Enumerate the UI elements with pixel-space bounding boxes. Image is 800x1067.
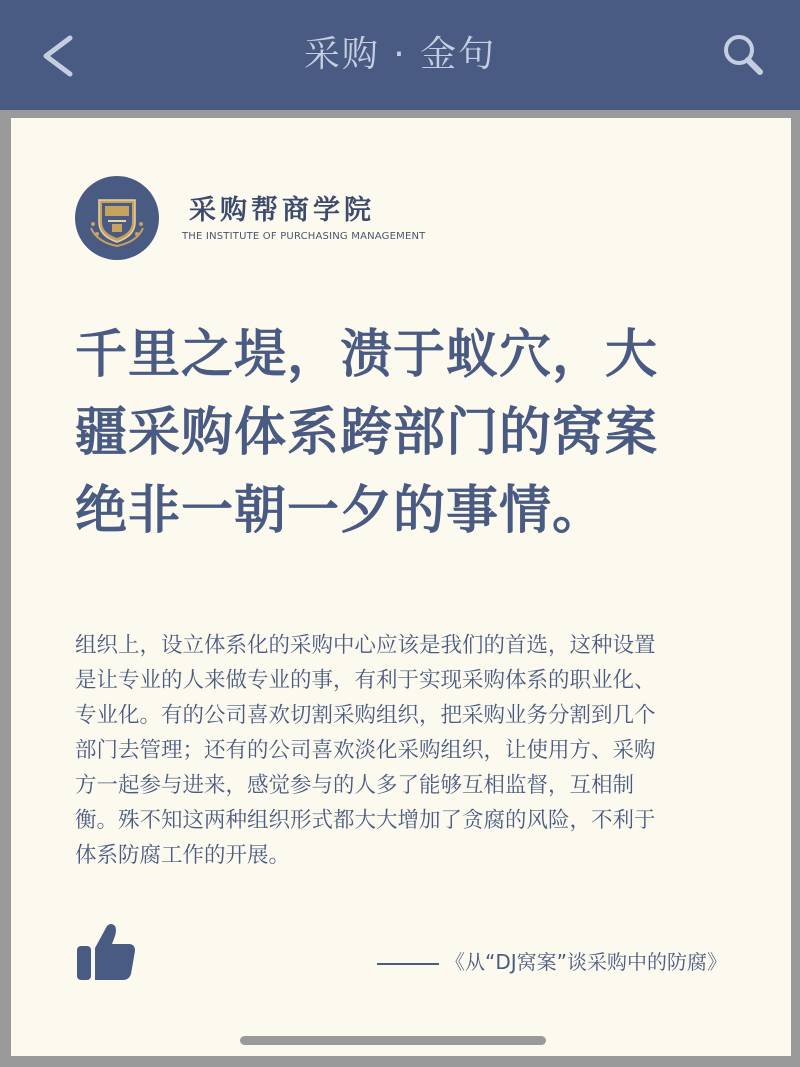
quote-card (11, 118, 791, 1056)
institute-emblem-logo (75, 176, 159, 260)
source-dash (377, 963, 439, 965)
brand-name: 采购帮商学院 (189, 195, 375, 226)
headline-line: 千里之堤，溃于蚁穴，大 (75, 325, 659, 385)
page-title: 采购 · 金句 (303, 34, 497, 75)
body-line: 衡。殊不知这两种组织形式都大大增加了贪腐的风险，不利于 (75, 808, 656, 833)
top-navbar (0, 0, 800, 110)
body-line: 体系防腐工作的开展。 (75, 843, 291, 868)
quote-source (377, 946, 727, 975)
body-line: 部门去管理；还有的公司喜欢淡化采购组织，让使用方、采购 (75, 738, 656, 763)
source-text: 《从“DJ窝案”谈采购中的防腐》 (444, 950, 727, 974)
headline-line: 疆采购体系跨部门的窝案 (75, 403, 659, 463)
quote-body (75, 628, 745, 873)
headline-line: 绝非一朝一夕的事情。 (75, 481, 606, 541)
search-icon (716, 28, 776, 88)
thumbs-up-icon (75, 922, 137, 982)
body-line: 方一起参与进来，感觉参与的人多了能够互相监督，互相制 (75, 773, 635, 798)
brand-subtitle: THE INSTITUTE OF PURCHASING MANAGEMENT (182, 231, 426, 242)
body-line: 组织上，设立体系化的采购中心应该是我们的首选，这种设置 (75, 633, 656, 658)
home-indicator[interactable] (240, 1036, 546, 1045)
quote-headline (75, 316, 743, 550)
like-button[interactable] (75, 922, 137, 982)
body-line: 专业化。有的公司喜欢切割采购组织，把采购业务分割到几个 (75, 703, 656, 728)
search-button[interactable] (716, 28, 776, 88)
body-line: 是让专业的人来做专业的事，有利于实现采购体系的职业化、 (75, 668, 656, 693)
